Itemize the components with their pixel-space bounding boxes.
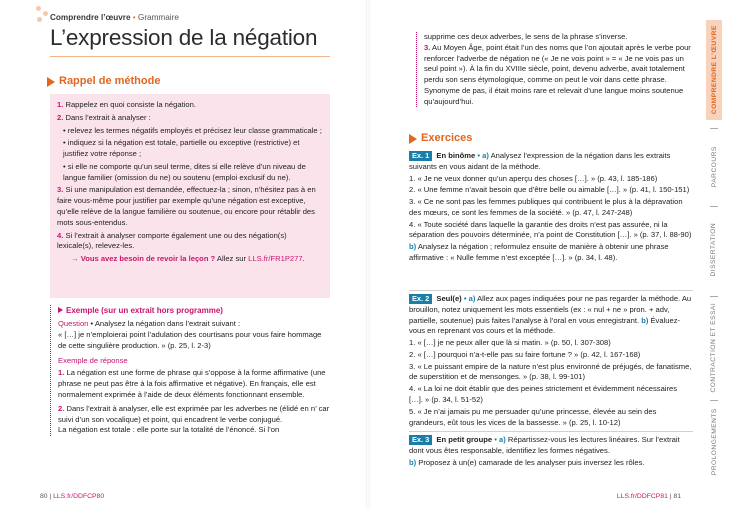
ex3-intro: Ex. 3 En petit groupe • a) Répartissez-vous les lectures linéaires. Sur l’extrait dont vous êtes responsable, identifiez les formes négatives. [409, 435, 680, 455]
lecon-prefix: Allez sur [215, 254, 249, 264]
triangle-icon [47, 77, 55, 87]
part-text: Allez aux pages indiquées pour ne pas regarder la méthode. Au brouillon, notez uniquement les mots essentiels (ex : « nul + ne » pron. + adv, partielle, soutenue) puis faites l’analyse à l’oral en vous enregistrant. [409, 294, 692, 325]
step-number: 3. [57, 185, 64, 195]
step-number: 1. [57, 100, 64, 109]
ex2-item: 2. « […] pourquoi n’a-t-elle pas su faire fortune ? » (p. 42, l. 167-168) [409, 349, 641, 359]
page-gutter [366, 0, 370, 510]
part-label: b) [409, 242, 417, 252]
method-step-2 [57, 113, 323, 124]
arrow-icon: → [71, 254, 79, 264]
footer-link[interactable]: LLS.fr/DDFCP80 [53, 493, 105, 500]
tab-label: PROLONGEMENTS [710, 408, 718, 476]
ex1-part-b [409, 242, 693, 264]
question-text: • Analysez la négation dans l’extrait suivant : [88, 319, 241, 329]
lecon-text: Vous avez besoin de revoir la leçon ? [80, 254, 216, 264]
answer-3 [424, 43, 694, 108]
part-text: Analysez l’expression de la négation dans les extraits suivants en vous aidant de la méthode. [409, 151, 671, 171]
step-text: Rappelez en quoi consiste la négation. [65, 100, 196, 109]
ex3-part-b [409, 458, 693, 469]
triangle-icon [409, 134, 417, 144]
exercise-3 [409, 435, 693, 469]
example-quote: « […] je n’emploierai point l’adulation des courtisans pour vous faire hommage de cette singulière production. » (p. 25, l. 2-3) [58, 330, 322, 350]
footer-link[interactable]: LLS.fr/DDFCP81 [616, 493, 668, 500]
tab-parcours[interactable] [706, 132, 722, 202]
exercise-tag: Ex. 3 [409, 435, 432, 445]
tab-divider [710, 296, 718, 297]
example-continuation [416, 32, 694, 107]
step-number: 2. [57, 112, 64, 122]
part-label: b) [409, 457, 417, 467]
exercices-heading [409, 131, 472, 147]
ex2-item: 3. « Le puissant empire de la nature n’est plus environné de préjugés, de fanatisme, de superstition et de mensonges. » (p. 38, l. 99-101) [409, 361, 692, 382]
answer-number: 3. [424, 42, 431, 52]
exercise-tag: Ex. 2 [409, 294, 432, 304]
tab-divider [710, 128, 718, 129]
lecon-reminder [57, 254, 323, 265]
example-block [50, 305, 330, 436]
ex2-item: 4. « La loi ne doit établir que des peines strictement et évidemment nécessaires […]. » (p. 34, l. 51-52) [409, 384, 678, 405]
part-text: Analysez la négation ; reformulez ensuite de manière à obtenir une phrase affirmative : « Nulle femme n’est exceptée […]. » (p. 34, l. 48). [409, 242, 669, 263]
footer-left [40, 492, 104, 502]
tab-label: CONTRACTION ET ESSAI [710, 302, 718, 393]
exercise-1 [409, 151, 693, 265]
decorative-dots [36, 6, 50, 26]
exercise-mode: En binôme [436, 151, 476, 160]
kicker-dot: • [130, 13, 138, 22]
tab-contraction[interactable] [706, 300, 722, 395]
ex1-item: 4. « Toute société dans laquelle la garantie des droits n’est pas assurée, ni la séparation des pouvoirs déterminée, n’a point de Constitution […]. » (p. 37, l. 88-90) [409, 219, 692, 240]
kicker-main: Comprendre l’œuvre [50, 13, 131, 22]
part-text: Répartissez-vous les lectures linéaires. Sur l’extrait dont vous êtes responsable, identifiez les formes négatives. [409, 435, 680, 455]
answer-2 [58, 404, 330, 426]
section-tabs [706, 20, 722, 480]
tab-comprendre[interactable] [706, 20, 722, 120]
method-bullet-2: • indiquez si la négation est totale, partielle ou exceptive (restrictive) et justifiez votre réponse ; [63, 138, 300, 159]
page-title: L’expression de la négation [50, 25, 318, 50]
question-label: Question [58, 319, 89, 329]
step-text: Si l’extrait à analyser comporte également une ou des négation(s) lexicale(s), relevez-les. [57, 230, 287, 251]
exercise-2 [409, 294, 693, 429]
part-label: a) [499, 435, 506, 444]
method-bullet-1: • relevez les termes négatifs employés et précisez leur classe grammaticale ; [63, 125, 322, 135]
exercise-tag: Ex. 1 [409, 151, 432, 161]
method-bullet-3: • si elle ne comporte qu’un seul terme, dites si elle relève d’un niveau de langue familier (omission du ne) ou soutenu (emploi exclusif du ne). [63, 161, 306, 182]
part-text: Proposez à un(e) camarade de les analyser puis inversez les rôles. [416, 457, 645, 467]
answer-number: 1. [58, 368, 65, 378]
answer-1 [58, 368, 330, 400]
ex1-item: 2. « Une femme n’avait besoin que d’être belle ou aimable […]. » (p. 41, l. 150-151) [409, 185, 690, 195]
ex2-intro: Ex. 2 Seul(e) • a) Allez aux pages indiquées pour ne pas regarder la méthode. Au brouillon, notez uniquement les mots essentiels (ex : « nul + ne » pron. + adv, partielle, soutenue) puis faites l’analyse à l’oral en vous enregistrant. b) Évaluez-vous en reprenant vos cours et la méthode. [409, 294, 692, 336]
part-text: Évaluez-vous en reprenant vos cours et la méthode. [409, 315, 681, 336]
exercices-heading-text: Exercices [421, 132, 473, 144]
kicker-sub: Grammaire [137, 13, 179, 22]
answer-2-end: supprime ces deux adverbes, le sens de la phrase s’inverse. [424, 32, 628, 41]
lecon-suffix: . [302, 254, 305, 264]
footer-right [617, 492, 681, 502]
section-kicker [50, 12, 179, 24]
triangle-icon [58, 307, 63, 313]
part-label: a) [482, 151, 489, 160]
tab-label: COMPRENDRE L’ŒUVRE [710, 25, 718, 115]
tab-divider [710, 206, 718, 207]
step-number: 4. [57, 230, 64, 240]
exercise-divider [409, 431, 693, 432]
method-step-1 [57, 100, 323, 111]
example-title-text: Exemple (sur un extrait hors programme) [66, 306, 223, 315]
ex1-item: 1. « Je ne veux donner qu’un aperçu des choses […]. » (p. 43, l. 185-186) [409, 173, 658, 183]
ex1-item: 3. « Ce ne sont pas les femmes publiques qui contribuent le plus à la dépravation des mœurs, ce sont les femmes de la société. » (p. 47, l. 247-248) [409, 197, 683, 217]
ex1-intro: Ex. 1 En binôme • a) Analysez l’expression de la négation dans les extraits suivants en vous aidant de la méthode. [409, 151, 671, 171]
tab-label: DISSERTATION [710, 223, 718, 277]
exercise-divider [409, 290, 693, 291]
answer-number: 2. [58, 403, 65, 413]
part-label: a) [468, 294, 476, 303]
example-title [58, 305, 330, 316]
method-step-3 [57, 185, 323, 228]
page-number: 81 [673, 493, 681, 500]
answer-2-cont: La négation est totale : elle porte sur la totalité de l’énoncé. Si l’on [58, 425, 280, 435]
step-text: Dans l’extrait à analyser : [65, 112, 151, 122]
answer-text: Dans l’extrait à analyser, elle est exprimée par les adverbes ne (élidé en n’ car suivi d’un son vocalique) et point, qui encadrent le verbe conjugué. [58, 403, 330, 424]
tab-label: PARCOURS [710, 146, 718, 188]
lecon-link[interactable]: LLS.fr/FR1P277 [248, 254, 303, 264]
example-question [58, 319, 330, 330]
tab-dissertation[interactable] [706, 210, 722, 290]
exercise-mode: Seul(e) [436, 294, 462, 303]
ex2-item: 5. « Je n’ai jamais pu me persuader qu’une princesse, élevée au sein des grandeurs, eût tous les vices de la bassesse. » (p. 25, l. 10-12) [409, 406, 657, 427]
method-box [50, 94, 330, 298]
rappel-heading-text: Rappel de méthode [59, 75, 161, 87]
ex2-item: 1. « […] je ne peux aller que là si matin. » (p. 50, l. 307-308) [409, 338, 611, 348]
answer-text: La négation est une forme de phrase qui s’oppose à la forme affirmative (une phrase ne peut pas être à la fois affirmative et négative). En français, elle est normalement exprimée à l’aide de deux éléments fonctionnant ensemble. [58, 368, 326, 400]
part-label: b) [641, 315, 649, 325]
method-step-4 [57, 231, 323, 253]
tab-divider [710, 400, 718, 401]
tab-prolongements[interactable] [706, 404, 722, 480]
page-number: 80 [40, 493, 48, 500]
step-text: Si une manipulation est demandée, effectuez-la ; sinon, n’hésitez pas à en faire vous-même pour justifier par exemple qu’une négation est exceptive, qu’elle relève de la langue familière ou soutenue, ou encore pour rétablir des mots sous-entendus. [57, 185, 316, 227]
answer-text: Au Moyen Âge, point était l’un des noms que l’on ajoutait après le verbe pour renforcer l’adverbe de négation ne (« Je ne vois point » = « Je ne vois pas un seul point »). À la fin du XVIIIe siècle, point, devenu adverbe, avait totalement perdu son sens étymologique, comme on peut le voir dans cette phrase. Synonyme de pas, il était moins rare et relevait d’une langue moins soutenue qu’aujourd’hui. [424, 42, 691, 106]
exercise-mode: En petit groupe [436, 435, 493, 444]
title-underline [50, 56, 330, 57]
rappel-heading [47, 74, 160, 90]
answer-label: Exemple de réponse [58, 355, 128, 365]
footer-sep: | [49, 493, 52, 500]
footer-sep: | [669, 493, 672, 500]
